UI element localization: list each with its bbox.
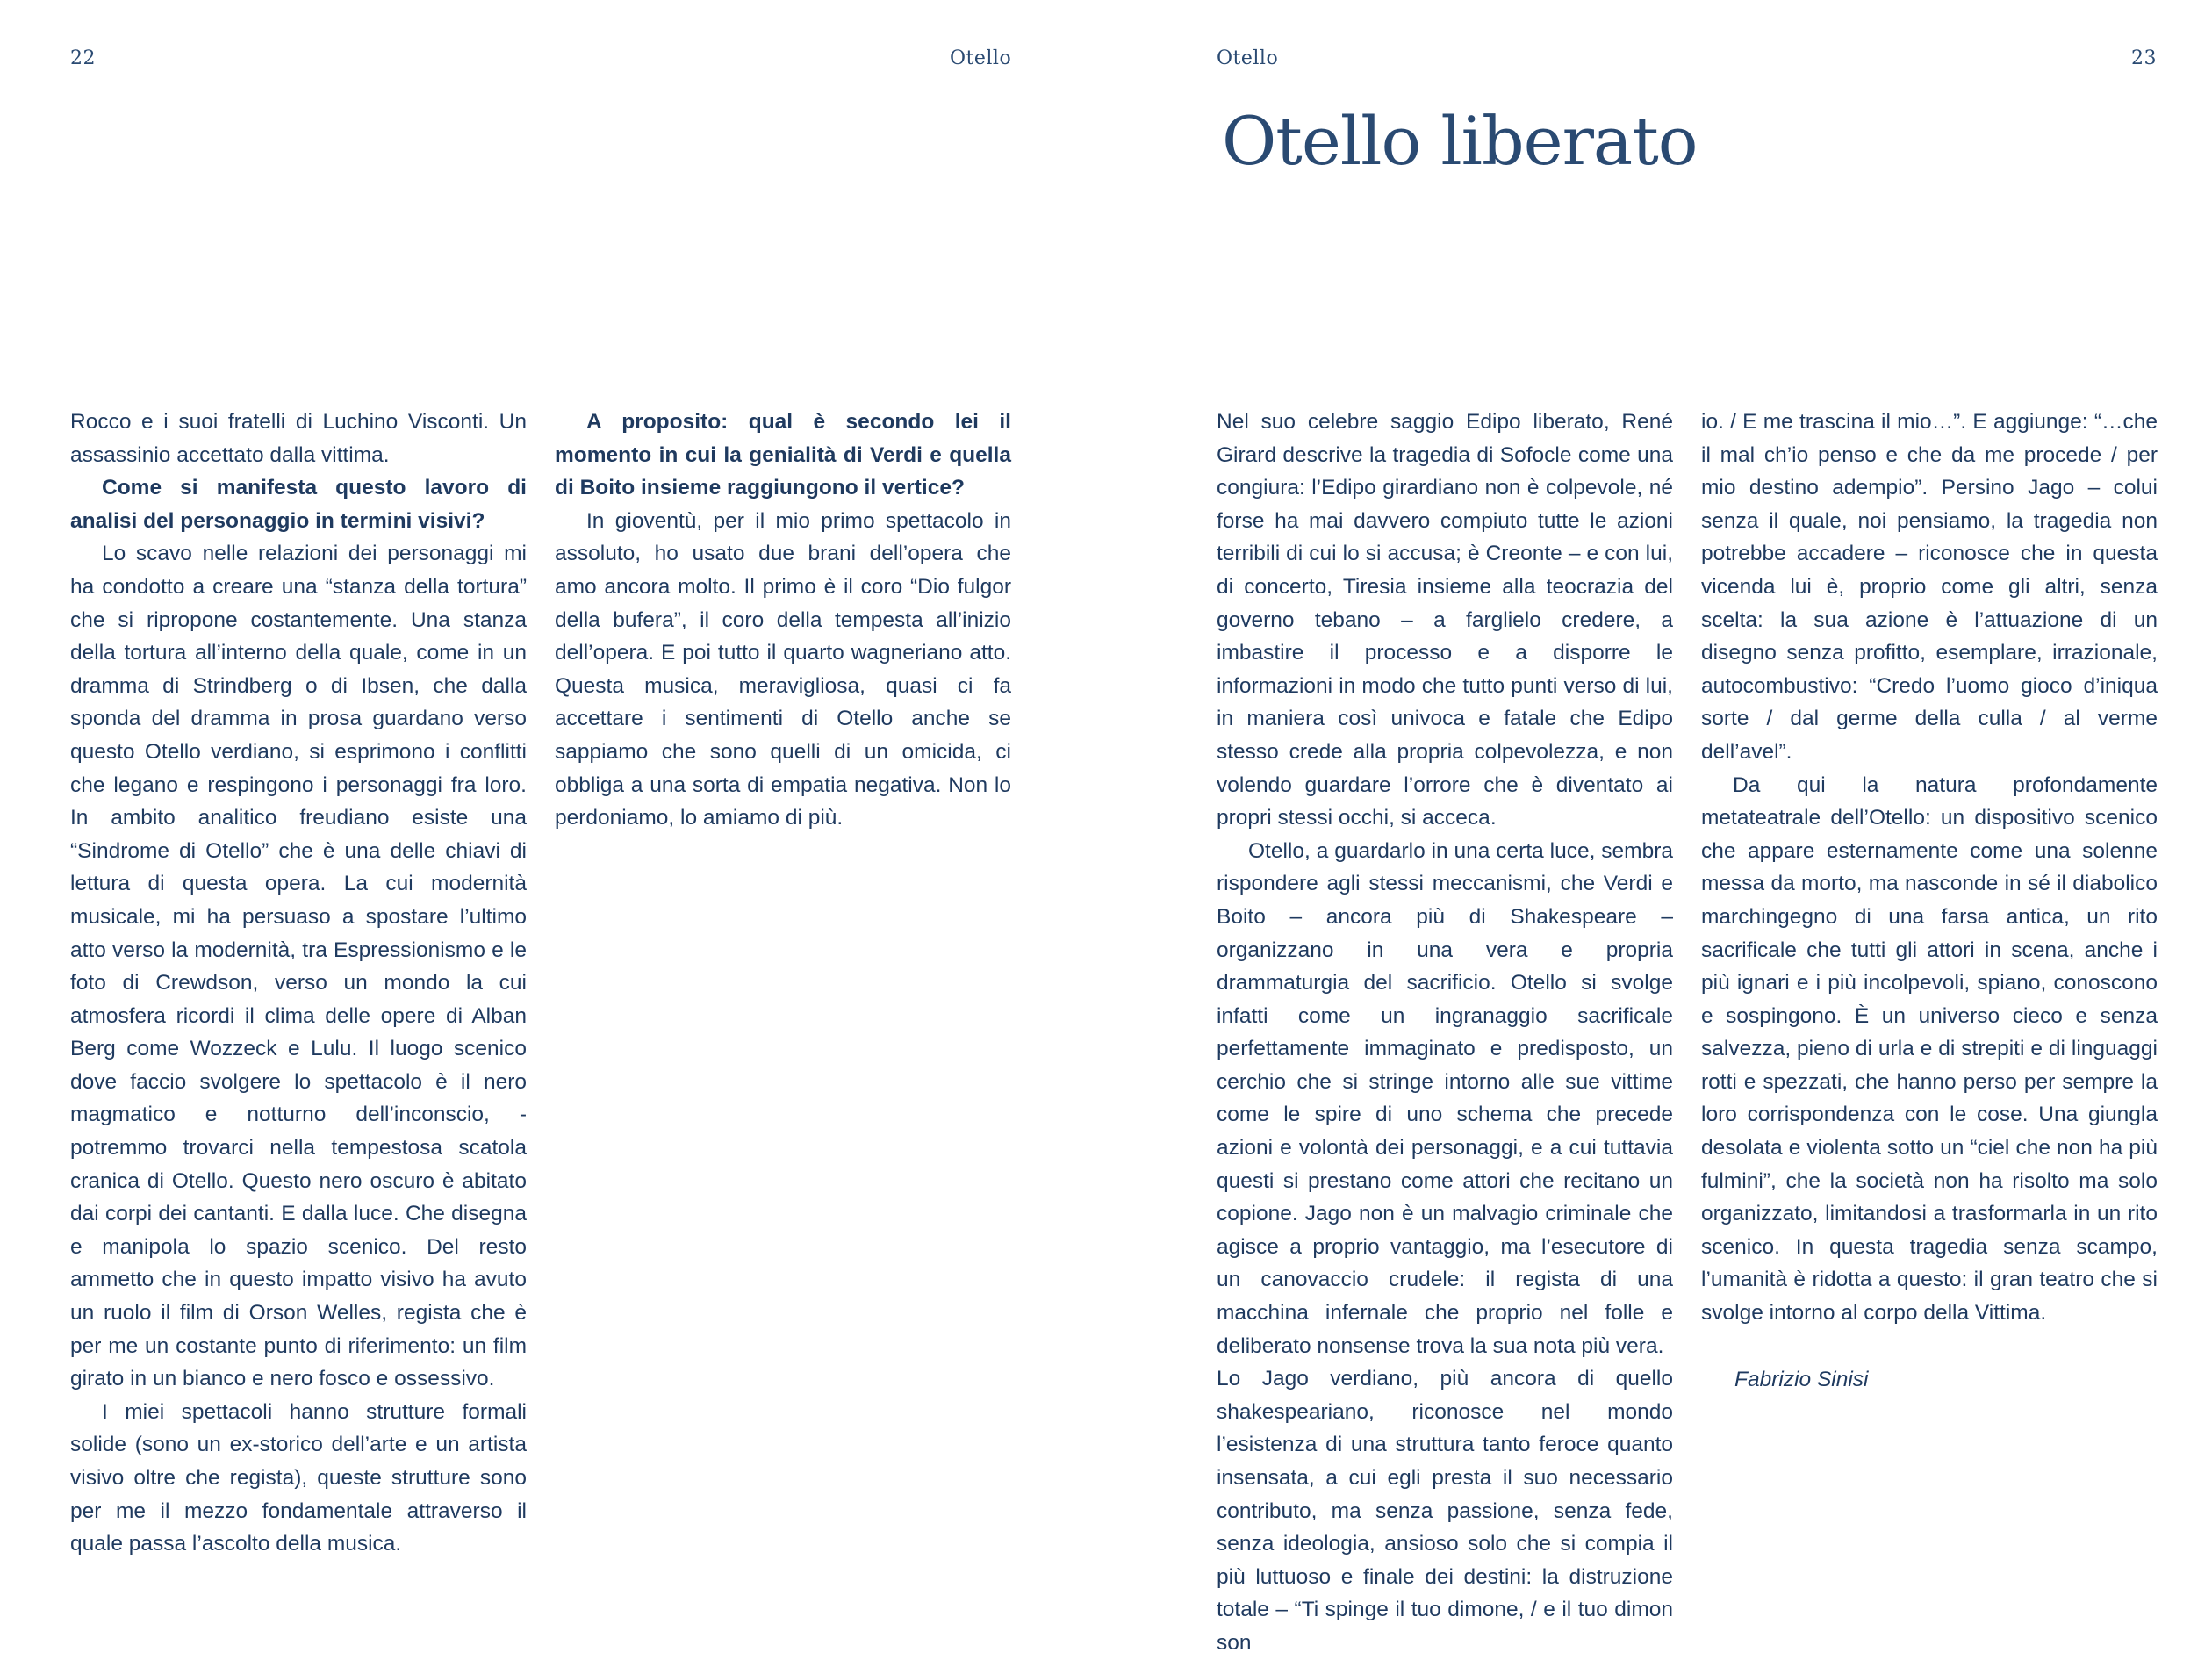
left-page (0, 0, 1106, 1659)
paragraph: Da qui la natura profondamente metateatrale dell’Otello: un dispositivo scenico che appare esternamente come una solenne messa da morto, ma nasconde in sé il diabolico marchingegno di una farsa antica, un rito sacrificale che tutti gli attori in scena, anche i più ignari e i più incolpevoli, spiano, conoscono e sospingono. È un universo cieco e senza salvezza, pieno di urla e di strepiti e di linguaggi rotti e spezzati, che hanno perso per sempre la loro corrispondenza con le cose. Una giungla desolata e violenta sotto un “ciel che non ha più fulmini”, che la società non ha risolto ma solo organizzato, limitandosi a trasformarla in un rito scenico. In questa tragedia senza scampo, l’umanità è ridotta a questo: il gran teatro che si svolge intorno al corpo della Vittima. (1701, 773, 2158, 1326)
running-head: Otello (950, 47, 1012, 69)
article-title: Otello liberato (1222, 102, 1698, 180)
paragraph: io. / E me trascina il mio…”. E aggiunge: “…che il mal ch’io penso e che da me procede / per mio destino adempio”. Persino Jago – colui senza il quale, noi pensiamo, la tragedia non potrebbe accadere – riconosce che in questa vicenda lui è, proprio come gli altri, senza scelta: la sua azione è l’attuazione di un disegno senza profitto, esemplare, irrazionale, autocombustivo: “Credo l’uomo gioco d’iniqua sorte / dal germe della culla / al verme dell’avel”. (1701, 410, 2158, 764)
paragraph: Lo scavo nelle relazioni dei personaggi mi ha condotto a creare una “stanza della tortura” che si ripropone costantemente. Una stanza della tortura all’interno della quale, come in un dramma di Strindberg o di Ibsen, che dalla sponda del dramma in prosa guardano verso questo Otello verdiano, si esprimono i conflitti che legano e respingono i personaggi fra loro. In ambito analitico freudiano esiste una “Sindrome di Otello” che è una delle chiavi di lettura di questa opera. La cui modernità musicale, mi ha persuaso a spostare l’ultimo atto verso la modernità, tra Espressionismo e le foto di Crewdson, verso un mondo la cui atmosfera ricordi il clima delle opere di Alban Berg come Wozzeck e Lulu. Il luogo scenico dove faccio svolgere lo spettacolo è il nero magmatico e notturno dell’inconscio, - potremmo trovarci nella tempestosa scatola cranica di Otello. Questo nero oscuro è abitato dai corpi dei cantanti. E dalla luce. Che disegna e manipola lo spazio scenico. Del resto ammetto che in questo impatto visivo ha avuto un ruolo il film di Orson Welles, regista che è per me un costante punto di riferimento: un film girato in un bianco e nero fosco e ossessivo. (70, 542, 527, 1391)
text-column-1 (1217, 406, 1673, 1660)
page-number: 23 (2131, 47, 2157, 69)
author-signature: Fabrizio Sinisi (1734, 1367, 1869, 1391)
paragraph: I miei spettacoli hanno strutture formali solide (sono un ex-storico dell’arte e un artista visivo oltre che regista), queste strutture sono per me il mezzo fondamentale attraverso il quale passa l’ascolto della musica. (70, 1399, 527, 1556)
text-column-2 (555, 406, 1011, 835)
interview-question: A proposito: qual è secondo lei il momento in cui la genialità di Verdi e quella di Boito insieme raggiungono il vertice? (555, 410, 1011, 500)
paragraph: Otello, a guardarlo in una certa luce, sembra rispondere agli stessi meccanismi, che Verdi e Boito – ancora più di Shakespeare – organizzano in una vera e propria drammaturgia del sacrificio. Otello si svolge infatti come un ingranaggio sacrificale perfettamente immaginato e predisposto, un cerchio che si stringe intorno alle sue vittime come le spire di uno schema che precede azioni e volontà dei personaggi, e a cui tuttavia questi si prestano come attori che recitano un copione. Jago non è un malvagio criminale che agisce a proprio vantaggio, ma l’esecutore di un canovaccio crudele: il regista di una macchina infernale che proprio nel folle e deliberato nonsense trova la sua nota più vera. (1217, 838, 1673, 1358)
paragraph: In gioventù, per il mio primo spettacolo in assoluto, ho usato due brani dell’opera che amo ancora molto. Il primo è il coro “Dio fulgor della bufera”, il coro della tempesta all’inizio dell’opera. E poi tutto il quarto wagneriano atto. Questa musica, meravigliosa, quasi ci fa accettare i sentimenti di Otello anche se sappiamo che sono quelli di un omicida, ci obbliga a una sorta di empatia negativa. Non lo perdoniamo, lo amiamo di più. (555, 508, 1011, 830)
page-number: 22 (70, 47, 96, 69)
text-column-2 (1701, 406, 2158, 1396)
paragraph: Rocco e i suoi fratelli di Luchino Visconti. Un assassinio accettato dalla vittima. (70, 410, 527, 467)
paragraph: Lo Jago verdiano, più ancora di quello shakespeariano, riconosce nel mondo l’esistenza di una struttura tanto feroce quanto insensata, a cui egli presta il suo necessario contributo, ma senza passione, senza fede, senza ideologia, ansioso solo che si compia il più luttuoso e finale dei destini: la distruzione totale – “Ti spinge il tuo dimone, / e il tuo dimon son (1217, 1367, 1673, 1655)
paragraph: Nel suo celebre saggio Edipo liberato, René Girard descrive la tragedia di Sofocle come una congiura: l’Edipo girardiano non è colpevole, né forse ha mai davvero compiuto tutte le azioni terribili di cui lo si accusa; è Creonte – e con lui, di concerto, Tiresia insieme alla teocrazia del governo tebano – a farglielo credere, a imbastire il processo e a disporre le informazioni in modo che tutto punti verso di lui, in maniera così univoca e fatale che Edipo stesso crede alla propria colpevolezza, e non volendo guardare l’orrore che è diventato ai propri stessi occhi, si acceca. (1217, 410, 1673, 830)
interview-question: Come si manifesta questo lavoro di analisi del personaggio in termini visivi? (70, 476, 527, 533)
running-head: Otello (1217, 47, 1279, 69)
right-page (1106, 0, 2212, 1659)
text-column-1 (70, 406, 527, 1561)
